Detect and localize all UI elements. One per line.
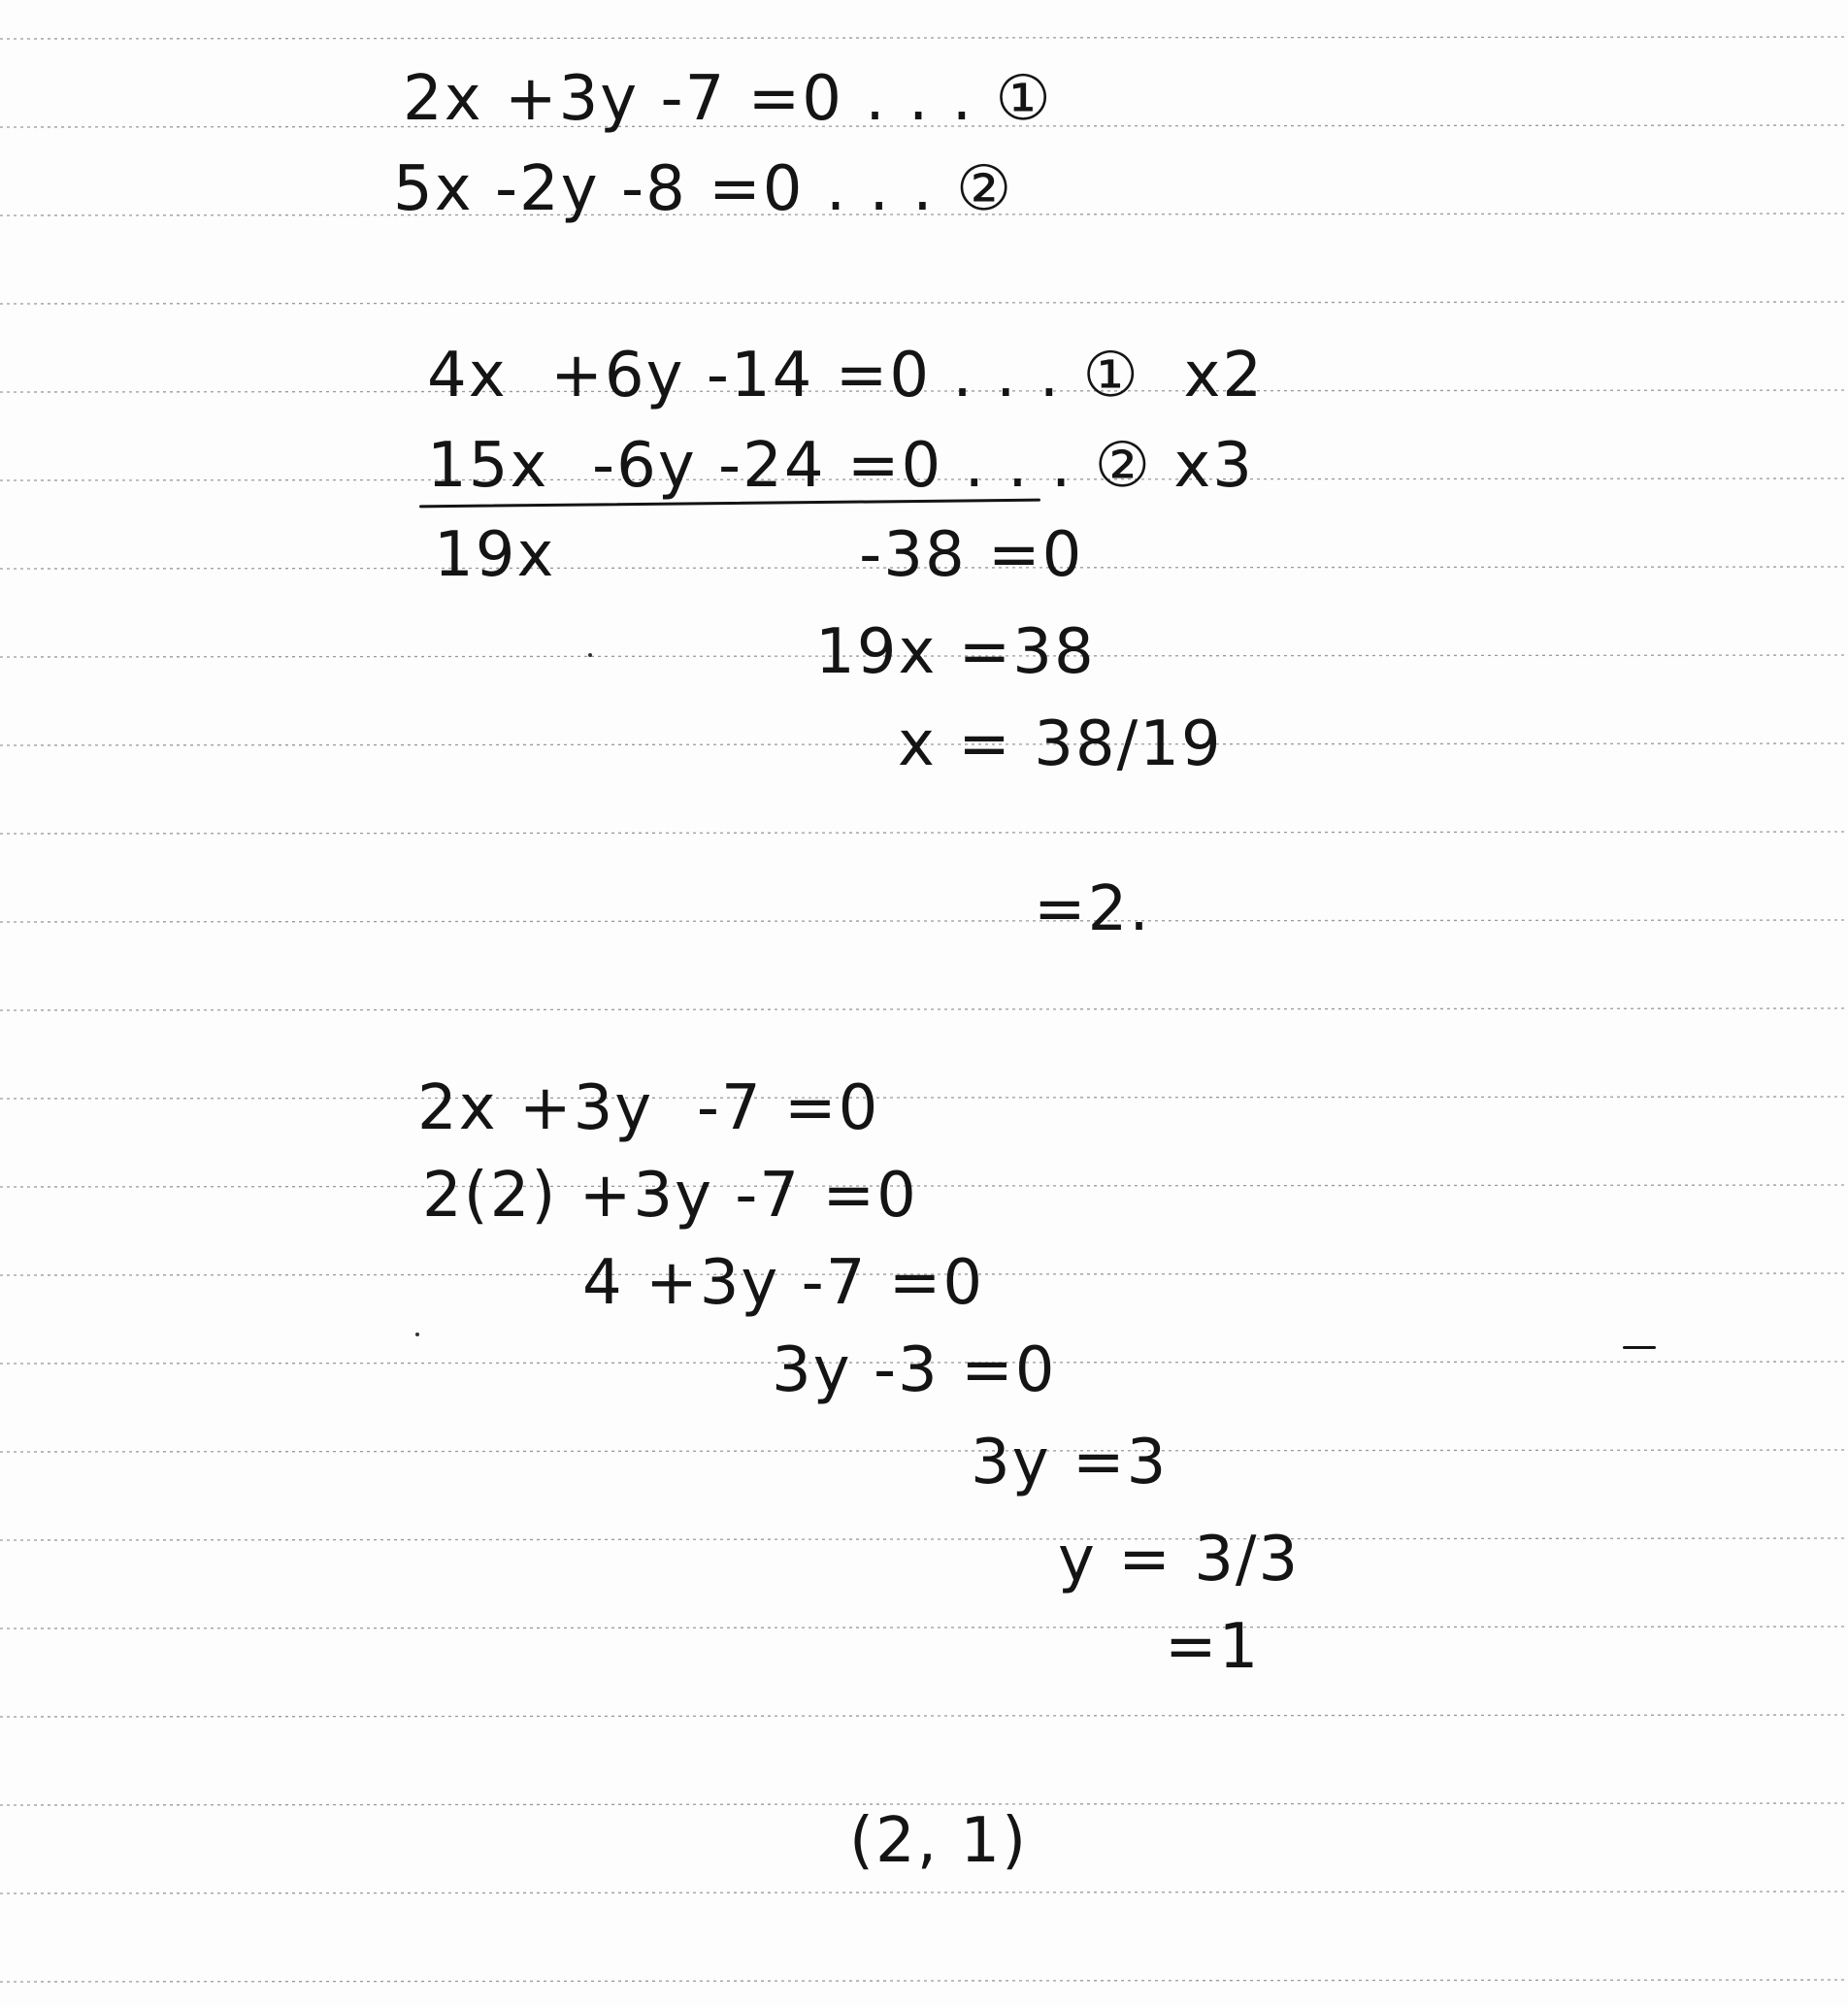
- solve-x-step-1: 19x =38: [815, 616, 1096, 688]
- substitution-line-7: =1: [1165, 1611, 1261, 1683]
- ink-speck: [588, 653, 592, 657]
- ink-speck: [415, 1333, 419, 1336]
- substitution-line-6: y = 3/3: [1058, 1524, 1301, 1596]
- substitution-line-4: 3y -3 =0: [772, 1334, 1057, 1406]
- x-result: =2.: [1034, 873, 1151, 945]
- equation-1: 2x +3y -7 =0 . . . ①: [403, 63, 1053, 135]
- equation-2: 5x -2y -8 =0 . . . ②: [393, 153, 1014, 225]
- solve-x-step-2: x = 38/19: [898, 708, 1223, 780]
- final-answer: (2, 1): [849, 1805, 1029, 1877]
- stray-dash: [1623, 1346, 1656, 1349]
- substitution-line-2: 2(2) +3y -7 =0: [422, 1160, 918, 1232]
- substitution-line-3: 4 +3y -7 =0: [582, 1247, 985, 1319]
- substitution-line-5: 3y =3: [971, 1427, 1169, 1498]
- substitution-line-1: 2x +3y -7 =0: [417, 1072, 880, 1144]
- sum-line: 19x -38 =0: [434, 519, 1084, 591]
- scaled-equation-1: 4x +6y -14 =0 . . . ① x2: [427, 340, 1265, 411]
- scaled-equation-2: 15x -6y -24 =0 . . . ② x3: [427, 430, 1254, 502]
